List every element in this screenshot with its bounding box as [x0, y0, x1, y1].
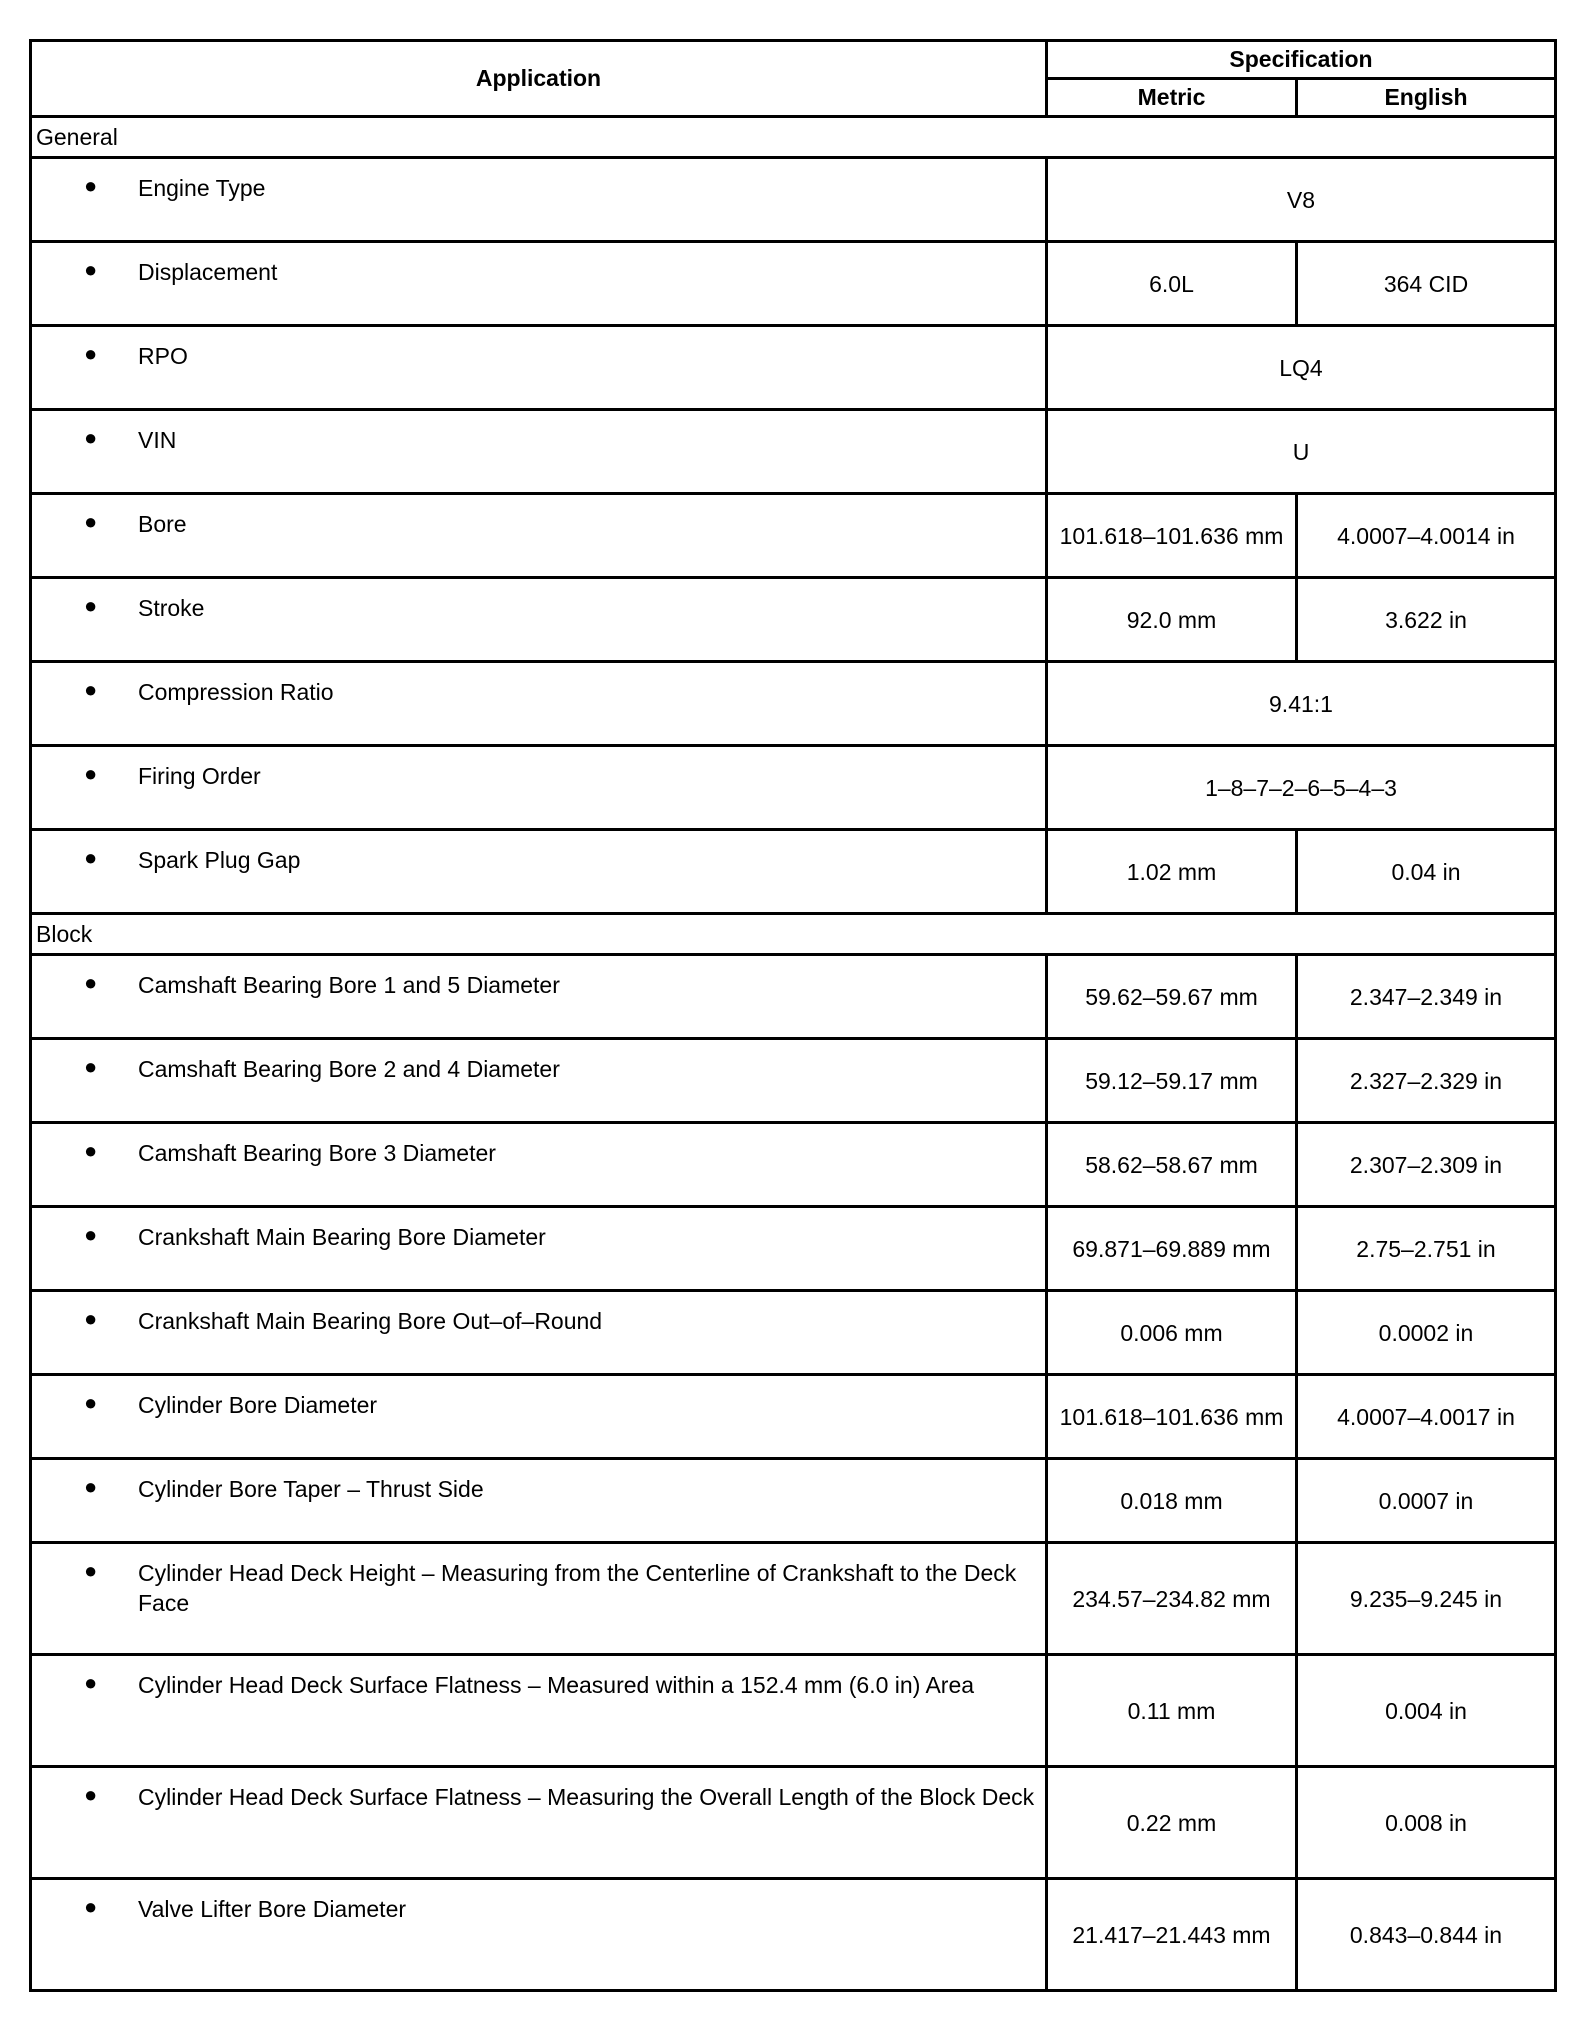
english-value: 2.327–2.329 in: [1297, 1039, 1556, 1123]
english-value: 0.04 in: [1297, 830, 1556, 914]
row-label: Camshaft Bearing Bore 3 Diameter: [138, 1140, 496, 1166]
row-value: 9.41:1: [1047, 662, 1556, 746]
bullet-icon: ●: [84, 1474, 98, 1499]
metric-value: 59.12–59.17 mm: [1047, 1039, 1297, 1123]
row-label: Engine Type: [138, 175, 266, 201]
english-value: 9.235–9.245 in: [1297, 1543, 1556, 1655]
table-row: [31, 1375, 1556, 1459]
table-row: [31, 1655, 1556, 1767]
row-value: U: [1047, 410, 1556, 494]
table-row: [31, 326, 1556, 410]
row-label: Cylinder Head Deck Surface Flatness – Measuring the Overall Length of the Block Deck: [138, 1784, 1035, 1810]
row-label: RPO: [138, 343, 188, 369]
table-row: [31, 1767, 1556, 1879]
row-label: Bore: [138, 511, 187, 537]
table-row: [31, 1123, 1556, 1207]
row-value: 1–8–7–2–6–5–4–3: [1047, 746, 1556, 830]
bullet-icon: ●: [84, 1558, 98, 1583]
table-row: [31, 1291, 1556, 1375]
metric-value: 101.618–101.636 mm: [1047, 1375, 1297, 1459]
row-value: V8: [1047, 158, 1556, 242]
row-label: Cylinder Bore Diameter: [138, 1392, 378, 1418]
bullet-icon: ●: [84, 1306, 98, 1331]
table-row: [31, 410, 1556, 494]
bullet-icon: ●: [84, 1054, 98, 1079]
metric-value: 69.871–69.889 mm: [1047, 1207, 1297, 1291]
row-label: Cylinder Head Deck Height – Measuring from the Centerline of Crankshaft to the Deck Face: [138, 1560, 1017, 1616]
english-value: 0.008 in: [1297, 1767, 1556, 1879]
english-value: 0.0002 in: [1297, 1291, 1556, 1375]
metric-value: 92.0 mm: [1047, 578, 1297, 662]
bullet-icon: ●: [84, 845, 98, 870]
row-label: Crankshaft Main Bearing Bore Diameter: [138, 1224, 546, 1250]
table-row: [31, 1543, 1556, 1655]
bullet-icon: ●: [84, 970, 98, 995]
english-header: English: [1297, 79, 1556, 117]
row-label: Camshaft Bearing Bore 1 and 5 Diameter: [138, 972, 560, 998]
english-value: 4.0007–4.0014 in: [1297, 494, 1556, 578]
table-row: [31, 955, 1556, 1039]
english-value: 3.622 in: [1297, 578, 1556, 662]
application-header: Application: [31, 41, 1047, 117]
metric-value: 59.62–59.67 mm: [1047, 955, 1297, 1039]
bullet-icon: ●: [84, 1782, 98, 1807]
specification-header: Specification: [1047, 41, 1556, 79]
english-value: 2.347–2.349 in: [1297, 955, 1556, 1039]
row-label: Firing Order: [138, 763, 261, 789]
metric-value: 21.417–21.443 mm: [1047, 1879, 1297, 1991]
table-row: [31, 494, 1556, 578]
table-row: [31, 1459, 1556, 1543]
english-value: 0.0007 in: [1297, 1459, 1556, 1543]
bullet-icon: ●: [84, 677, 98, 702]
row-label: VIN: [138, 427, 177, 453]
metric-value: 0.006 mm: [1047, 1291, 1297, 1375]
bullet-icon: ●: [84, 761, 98, 786]
section-block: Block: [31, 914, 1556, 955]
bullet-icon: ●: [84, 341, 98, 366]
metric-value: 0.11 mm: [1047, 1655, 1297, 1767]
table-row: [31, 242, 1556, 326]
metric-value: 101.618–101.636 mm: [1047, 494, 1297, 578]
table-row: [31, 1039, 1556, 1123]
row-value: LQ4: [1047, 326, 1556, 410]
metric-value: 58.62–58.67 mm: [1047, 1123, 1297, 1207]
table-row: [31, 578, 1556, 662]
metric-value: 234.57–234.82 mm: [1047, 1543, 1297, 1655]
bullet-icon: ●: [84, 593, 98, 618]
metric-value: 0.018 mm: [1047, 1459, 1297, 1543]
bullet-icon: ●: [84, 1138, 98, 1163]
row-label: Camshaft Bearing Bore 2 and 4 Diameter: [138, 1056, 560, 1082]
english-value: 0.004 in: [1297, 1655, 1556, 1767]
bullet-icon: ●: [84, 1222, 98, 1247]
bullet-icon: ●: [84, 1670, 98, 1695]
row-label: Stroke: [138, 595, 205, 621]
bullet-icon: ●: [84, 425, 98, 450]
engine-spec-table: [29, 39, 1557, 1992]
section-general: General: [31, 117, 1556, 158]
english-value: 2.307–2.309 in: [1297, 1123, 1556, 1207]
row-label: Valve Lifter Bore Diameter: [138, 1896, 407, 1922]
table-row: [31, 158, 1556, 242]
bullet-icon: ●: [84, 257, 98, 282]
table-row: [31, 1207, 1556, 1291]
metric-header: Metric: [1047, 79, 1297, 117]
row-label: Cylinder Bore Taper – Thrust Side: [138, 1476, 484, 1502]
metric-value: 0.22 mm: [1047, 1767, 1297, 1879]
table-row: [31, 830, 1556, 914]
row-label: Spark Plug Gap: [138, 847, 301, 873]
english-value: 364 CID: [1297, 242, 1556, 326]
row-label: Cylinder Head Deck Surface Flatness – Measured within a 152.4 mm (6.0 in) Area: [138, 1672, 975, 1698]
english-value: 2.75–2.751 in: [1297, 1207, 1556, 1291]
table-row: [31, 662, 1556, 746]
english-value: 4.0007–4.0017 in: [1297, 1375, 1556, 1459]
bullet-icon: ●: [84, 1894, 98, 1919]
metric-value: 1.02 mm: [1047, 830, 1297, 914]
table-row: [31, 746, 1556, 830]
row-label: Compression Ratio: [138, 679, 334, 705]
row-label: Crankshaft Main Bearing Bore Out–of–Round: [138, 1308, 603, 1334]
bullet-icon: ●: [84, 173, 98, 198]
row-label: Displacement: [138, 259, 278, 285]
bullet-icon: ●: [84, 509, 98, 534]
bullet-icon: ●: [84, 1390, 98, 1415]
english-value: 0.843–0.844 in: [1297, 1879, 1556, 1991]
metric-value: 6.0L: [1047, 242, 1297, 326]
table-row: [31, 1879, 1556, 1991]
